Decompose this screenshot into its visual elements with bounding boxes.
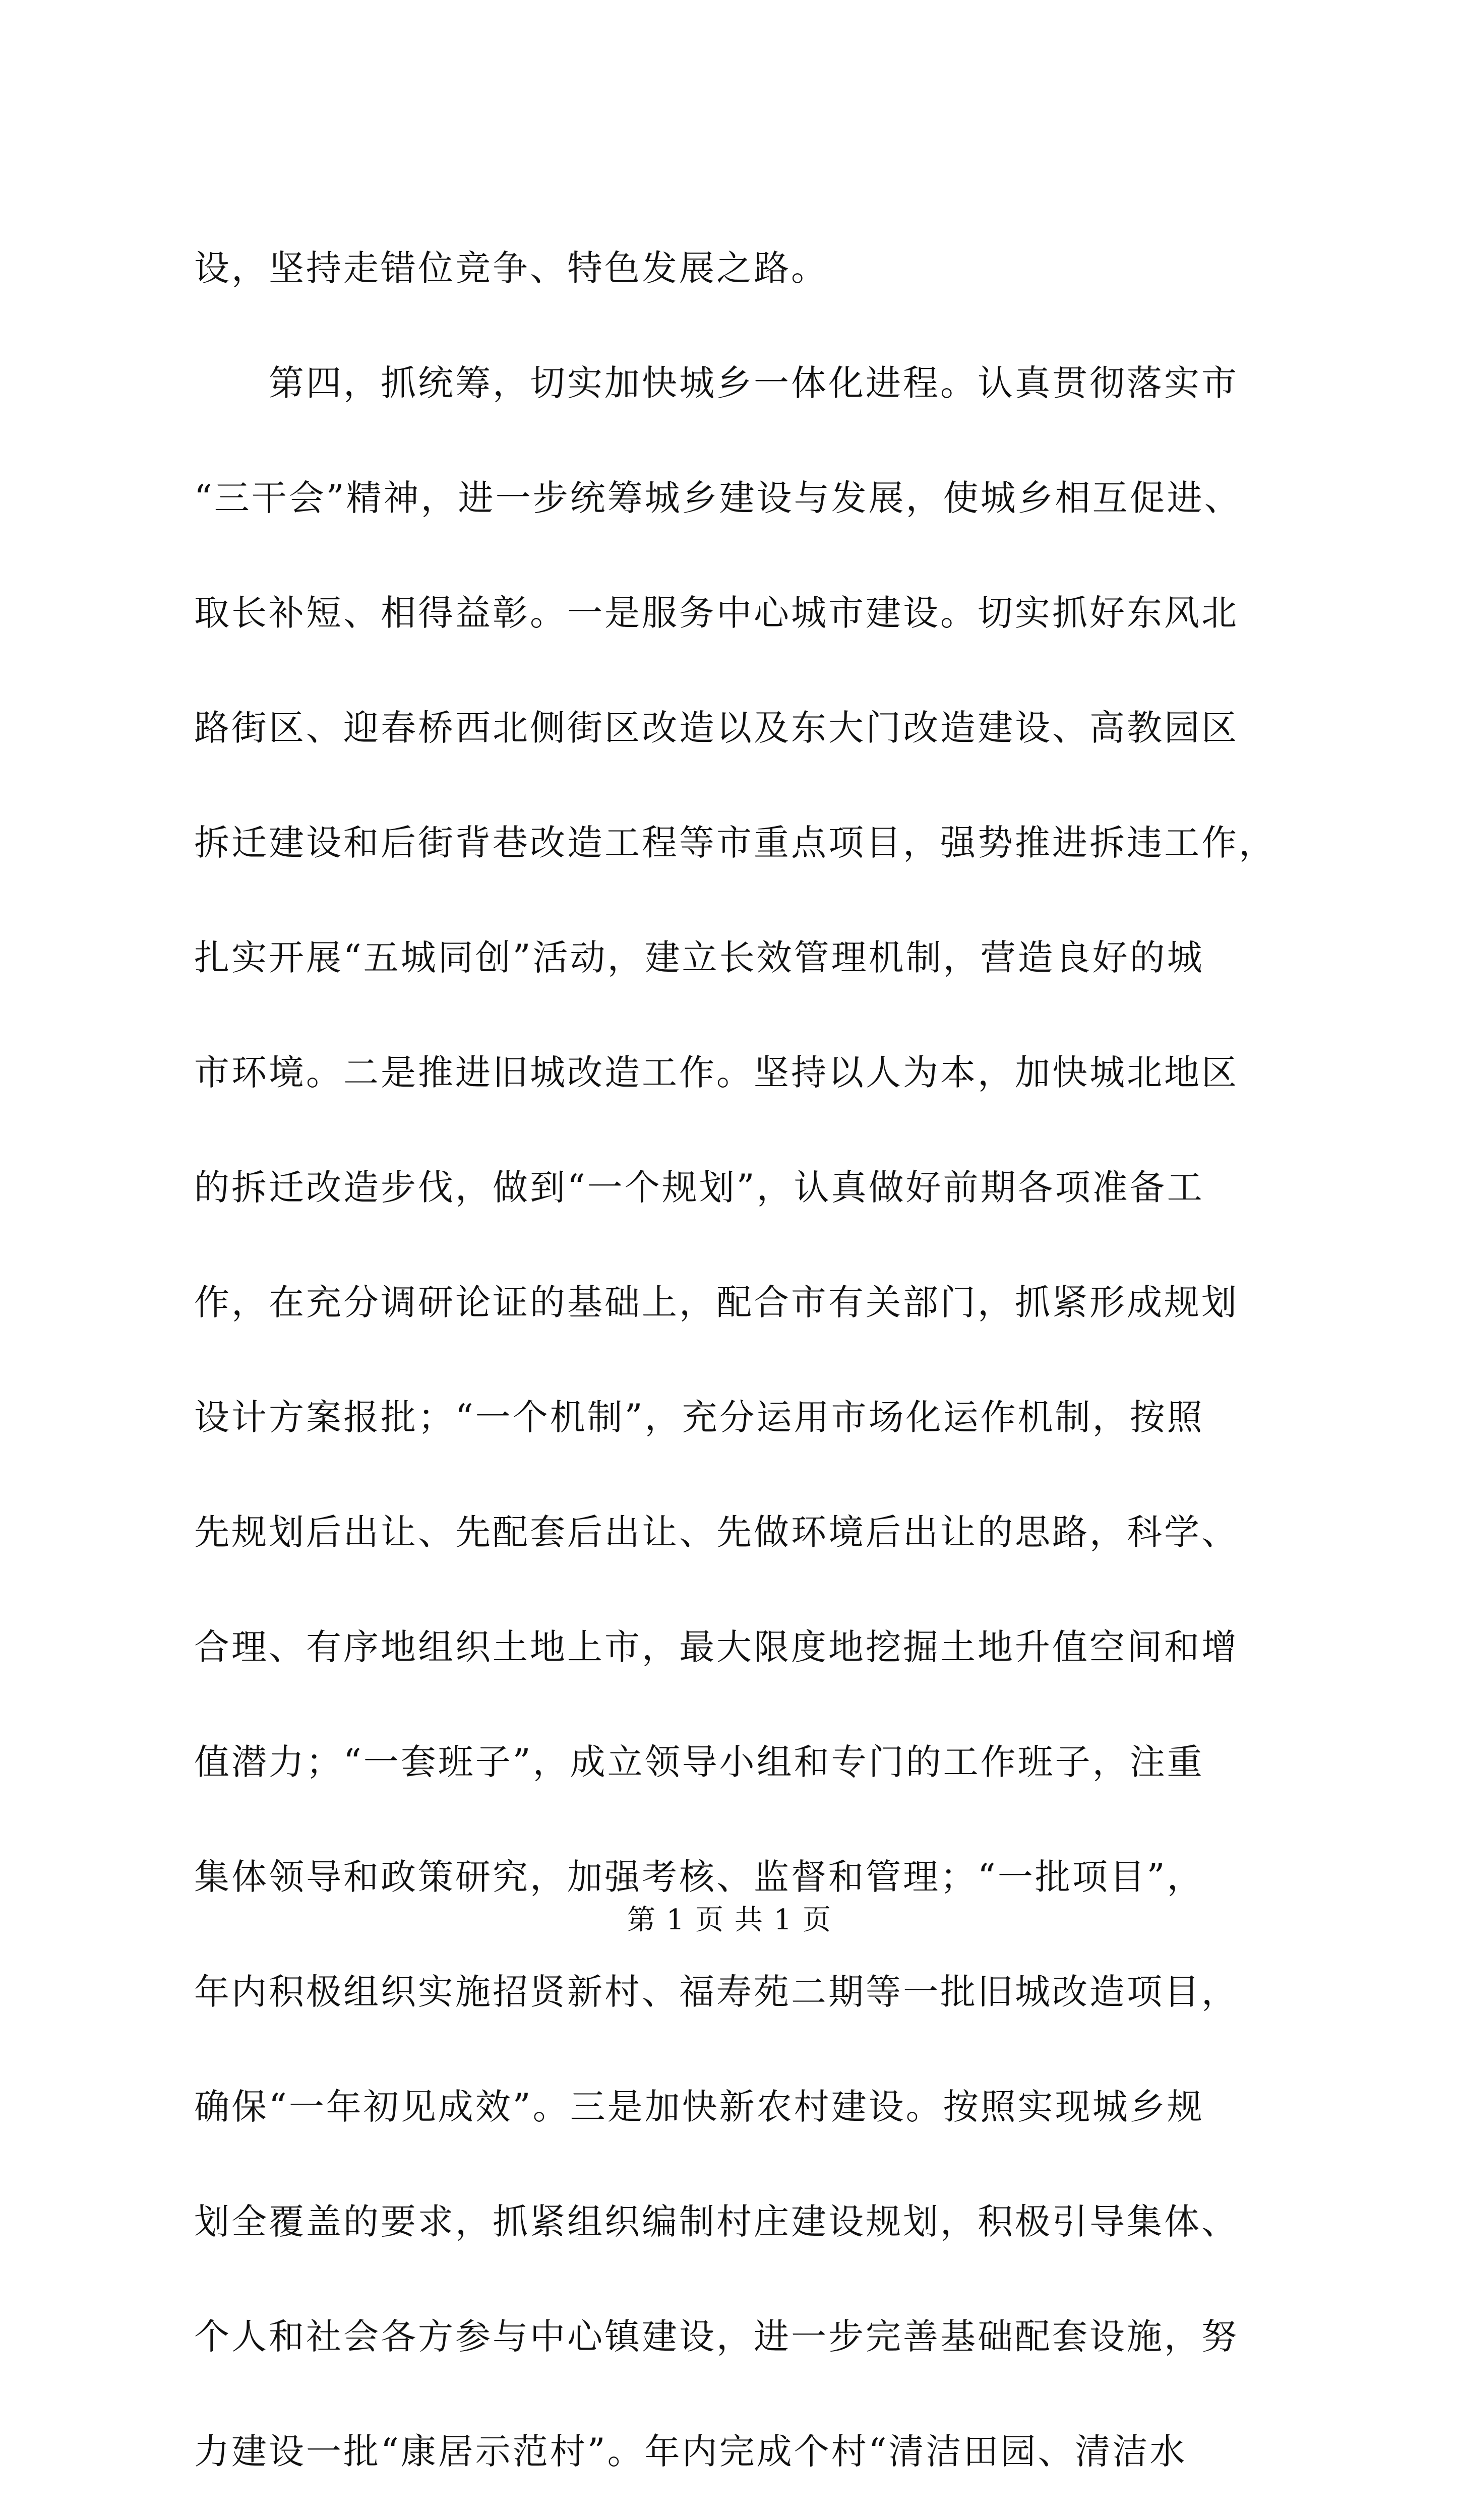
- text-line-9: 的拆迁改造步伐，做到“一个规划”，认真做好前期各项准备工: [194, 1167, 1204, 1208]
- text-line-4: 取长补短、相得益彰。一是服务中心城市建设。切实抓好东风北: [194, 592, 1239, 634]
- text-line-3: “三干会”精神，进一步统筹城乡建设与发展，使城乡相互促进、: [194, 477, 1242, 519]
- text-line-21: [194, 2509, 1278, 2520]
- text-line-14: 值潜力；“一套班子”，成立领导小组和专门的工作班子，注重: [194, 1741, 1204, 1783]
- text-line-16: 年内积极组织实施招贤新村、福寿苑二期等一批旧城改造项目，: [194, 1971, 1239, 2012]
- text-line-2: 第四，抓统筹，切实加快城乡一体化进程。认真贯彻落实市: [194, 362, 1239, 404]
- text-line-6: 拆迁建设和后街背巷改造工程等市重点项目，强势推进拆违工作，: [194, 822, 1276, 863]
- text-line-11: 设计方案报批；“一个机制”，充分运用市场化运作机制，按照: [194, 1397, 1204, 1438]
- body-text: [194, 211, 1278, 2520]
- text-line-19: 个人和社会各方参与中心镇建设，进一步完善基础配套设施，努: [194, 2316, 1239, 2357]
- text-line-20: 力建设一批“康居示范村”。年内完成个村“清洁田园、清洁水: [194, 2431, 1187, 2472]
- text-line-7: 扎实开展“五城同创”活动，建立长效管理机制，营造良好的城: [194, 937, 1204, 978]
- page-footer: 第 1 页 共 1 页: [627, 1904, 832, 1936]
- text-line-18: 划全覆盖的要求，抓紧组织编制村庄建设规划，积极引导集体、: [194, 2201, 1239, 2242]
- text-line-5: 路街区、迎春桥西北侧街区改造以及东大门改造建设、高教园区: [194, 707, 1239, 748]
- text-line-12: 先规划后出让、先配套后出让、先做环境后出让的思路，科学、: [194, 1511, 1239, 1553]
- text-line-13: 合理、有序地组织土地上市，最大限度地挖掘土地升值空间和增: [194, 1626, 1239, 1668]
- text-line-8: 市环境。二是推进旧城改造工作。坚持以人为本，加快城北地区: [194, 1052, 1239, 1093]
- text-line-15: 集体领导和政策研究，加强考核、监督和管理；“一批项目”，: [194, 1856, 1204, 1898]
- text-line-17: 确保“一年初见成效”。三是加快新农村建设。按照实现城乡规: [194, 2086, 1204, 2127]
- text-line-1: 设，坚持走错位竞争、特色发展之路。: [194, 247, 828, 289]
- text-line-10: 作，在充分调研论证的基础上，配合市有关部门，抓紧形成规划: [194, 1282, 1239, 1323]
